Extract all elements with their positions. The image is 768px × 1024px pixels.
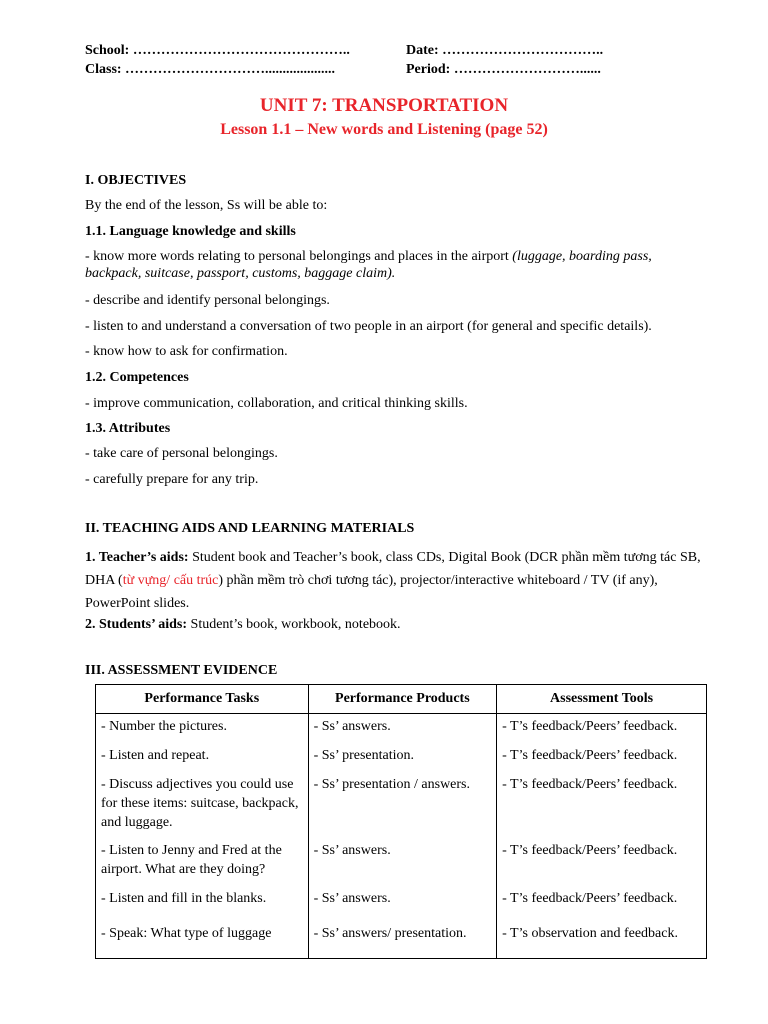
objectives-heading: I. OBJECTIVES [85, 173, 187, 188]
table-cell: - Listen and fill in the blanks. [96, 888, 309, 923]
competence-1: - improve communication, collaboration, and critical thinking skills. [85, 396, 468, 411]
table-cell: - Ss’ answers. [308, 888, 497, 923]
student-aids [85, 616, 710, 634]
language-objective-2: - describe and identify personal belongings. [85, 293, 330, 308]
unit-title: UNIT 7: TRANSPORTATION [259, 95, 509, 116]
table-cell: - Ss’ answers/ presentation. [308, 923, 497, 958]
student-aids-text: Student’s book, workbook, notebook. [187, 617, 401, 632]
teacher-aids-text-2: ) phần mềm trò chơi tương tác), projector/interactive whiteboard / TV (if any), PowerPoint slides. [85, 573, 658, 611]
language-objective-4: - know how to ask for confirmation. [85, 344, 288, 359]
column-header: Assessment Tools [497, 685, 707, 714]
competences-heading: 1.2. Competences [85, 370, 189, 385]
teaching-aids-heading: II. TEACHING AIDS AND LEARNING MATERIALS [85, 521, 415, 536]
table-cell: - Ss’ answers. [308, 714, 497, 745]
table-row [96, 840, 707, 888]
table-cell: - T’s feedback/Peers’ feedback. [497, 840, 707, 888]
period-field: Period: ………………………...... [406, 62, 601, 77]
table-cell: - T’s feedback/Peers’ feedback. [497, 774, 707, 841]
language-objective-3: - listen to and understand a conversation of two people in an airport (for general and specific details). [85, 319, 652, 334]
table-row [96, 923, 707, 958]
table-header-row [96, 685, 707, 714]
class-field: Class: ………………………….................... [85, 62, 336, 77]
teacher-aids [85, 546, 710, 615]
table-cell: - Speak: What type of luggage [96, 923, 309, 958]
objectives-intro: By the end of the lesson, Ss will be able to: [85, 198, 328, 213]
table-cell: - Ss’ answers. [308, 840, 497, 888]
vocabulary-list: (luggage, boarding pass, backpack, suitcase, passport, customs, baggage claim). [85, 249, 652, 281]
attributes-heading: 1.3. Attributes [85, 421, 171, 436]
table-cell: - T’s observation and feedback. [497, 923, 707, 958]
column-header: Performance Products [308, 685, 497, 714]
assessment-table [95, 684, 707, 959]
date-field: Date: …………………………….. [406, 43, 604, 58]
table-cell: - Listen to Jenny and Fred at the airport. What are they doing? [96, 840, 309, 888]
assessment-heading: III. ASSESSMENT EVIDENCE [85, 663, 278, 678]
attribute-1: - take care of personal belongings. [85, 446, 278, 461]
table-cell: - T’s feedback/Peers’ feedback. [497, 714, 707, 745]
table-cell: - T’s feedback/Peers’ feedback. [497, 745, 707, 774]
teacher-aids-text-1: Student book and Teacher’s book, class CDs, Digital Book (DCR phần mềm tương tác SB, DHA ( [85, 550, 701, 588]
table-row [96, 888, 707, 923]
attribute-2: - carefully prepare for any trip. [85, 472, 259, 487]
table-row [96, 745, 707, 774]
table-cell: - Listen and repeat. [96, 745, 309, 774]
language-objective-1-text: - know more words relating to personal belongings and places in the airport [85, 249, 513, 264]
school-field: School: ……………………………………….. [85, 43, 350, 58]
student-aids-label: 2. Students’ aids: [85, 617, 188, 632]
language-skills-heading: 1.1. Language knowledge and skills [85, 224, 296, 239]
teacher-aids-red-text: từ vựng/ cấu trúc [122, 573, 219, 588]
table-row [96, 774, 707, 841]
table-row [96, 714, 707, 745]
language-objective-1 [85, 248, 710, 282]
table-cell: - Discuss adjectives you could use for these items: suitcase, backpack, and luggage. [96, 774, 309, 841]
table-cell: - Ss’ presentation / answers. [308, 774, 497, 841]
column-header: Performance Tasks [96, 685, 309, 714]
lesson-title: Lesson 1.1 – New words and Listening (page 52) [220, 121, 548, 138]
table-cell: - T’s feedback/Peers’ feedback. [497, 888, 707, 923]
teacher-aids-label: 1. Teacher’s aids: [85, 550, 189, 565]
table-cell: - Ss’ presentation. [308, 745, 497, 774]
table-cell: - Number the pictures. [96, 714, 309, 745]
